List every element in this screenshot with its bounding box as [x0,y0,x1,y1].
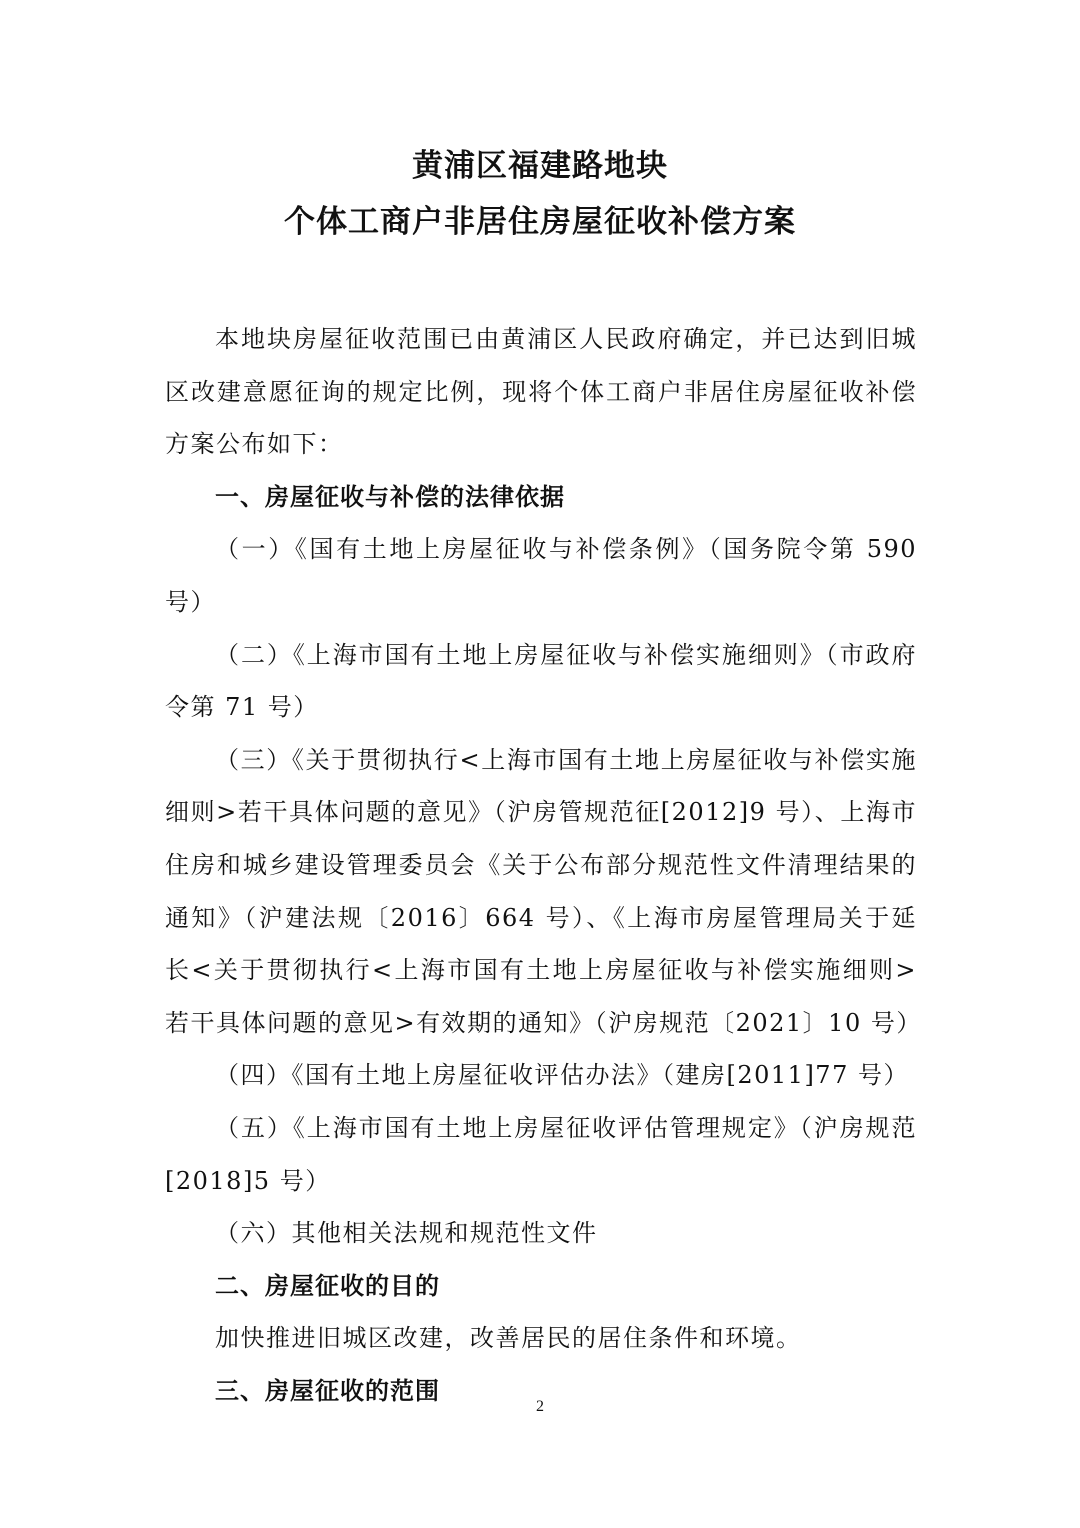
legal-basis-item-6: （六）其他相关法规和规范性文件 [215,1219,598,1248]
legal-basis-item-5: （五）《上海市国有土地上房屋征收评估管理规定》（沪房规范[2018]5 号） [165,1113,917,1195]
legal-basis-item-4: （四）《国有土地上房屋征收评估办法》（建房[2011]77 号） [215,1061,909,1090]
document-title-line-1: 黄浦区福建路地块 [412,148,668,184]
section-2-text: 加快推进旧城区改建，改善居民的居住条件和环境。 [215,1324,802,1353]
section-2-heading: 二、房屋征收的目的 [215,1271,440,1300]
legal-basis-item-2: （二）《上海市国有土地上房屋征收与补偿实施细则》（市政府令第 71 号） [165,640,917,722]
intro-paragraph: 本地块房屋征收范围已由黄浦区人民政府确定，并已达到旧城区改建意愿征询的规定比例，现将个体工商户非居住房屋征收补偿方案公布如下： [165,325,917,459]
legal-basis-item-3: （三）《关于贯彻执行<上海市国有土地上房屋征收与补偿实施细则>若干具体问题的意见》（沪房管规范征[2012]9 号）、上海市住房和城乡建设管理委员会《关于公布部分规范性文件清理结果的通知》（沪建法规〔2016〕664 号）、《上海市房屋管理局关于延长<关于贯彻执行<上海市国有土地上房屋征收与补偿实施细则>若干具体问题的意见>有效期的通知》（沪房规范〔2021〕10 号） [165,745,922,1037]
document-body [165,313,922,1417]
legal-basis-item-1: （一）《国有土地上房屋征收与补偿条例》（国务院令第 590 号） [165,535,917,616]
page-number: 2 [536,1398,544,1415]
section-3-heading: 三、房屋征收的范围 [215,1376,440,1405]
section-1-heading: 一、房屋征收与补偿的法律依据 [215,482,565,511]
document-title-line-2: 个体工商户非居住房屋征收补偿方案 [284,204,796,240]
